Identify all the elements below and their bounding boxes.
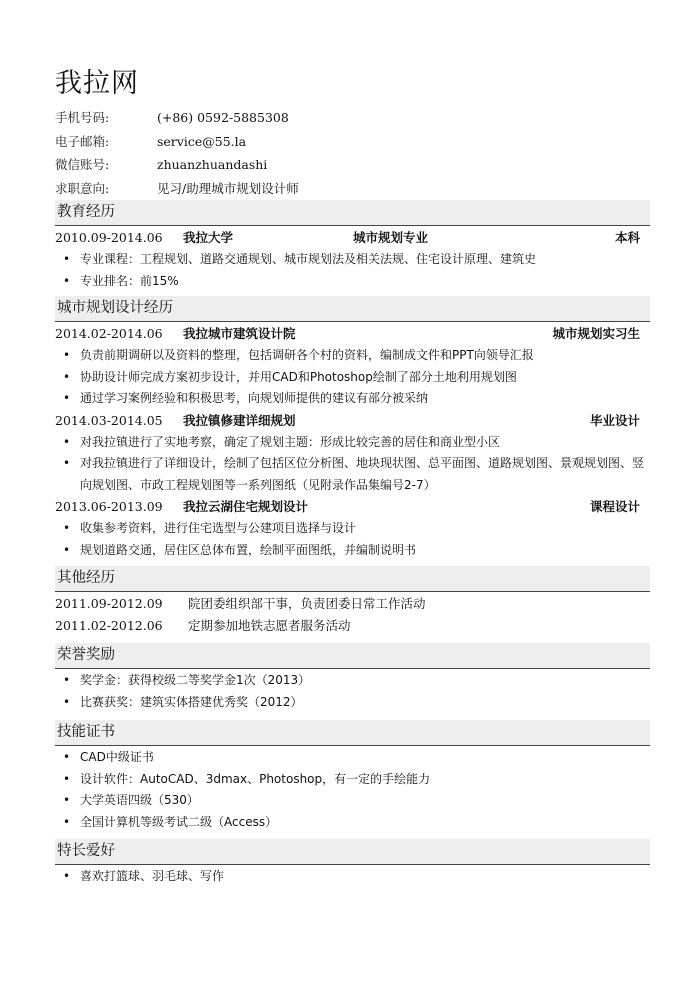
- list-item: • 专业课程：工程规划、道路交通规划、城市规划法及相关法规、住宅设计原理、建筑史: [55, 249, 650, 271]
- education-section: [55, 200, 650, 292]
- other-row: [55, 593, 650, 615]
- experience-date: 2014.03-2014.05: [55, 412, 163, 428]
- contact-value: service@55.la: [157, 133, 247, 149]
- list-item: • CAD中级证书: [55, 747, 650, 769]
- education-major: 城市规划专业: [353, 230, 429, 245]
- list-item: • 协助设计师完成方案初步设计，并用CAD和Photoshop绘制了部分土地利用规划图: [55, 367, 650, 389]
- other-row: [55, 615, 650, 637]
- experience-date: 2013.06-2013.09: [55, 499, 163, 514]
- list-item: • 全国计算机等级考试二级（Access）: [55, 812, 650, 834]
- list-item: • 规划道路交通，居住区总体布置，绘制平面图纸，并编制说明书: [55, 540, 650, 562]
- candidate-name: 我拉网: [55, 68, 139, 99]
- list-item: • 奖学金：获得校级二等奖学金1次（2013）: [55, 670, 650, 692]
- planning-section: [55, 296, 650, 561]
- experience-role: 城市规划实习生: [552, 326, 640, 341]
- list-item: • 对我拉镇进行了实地考察，确定了规划主题：形成比较完善的居住和商业型小区: [55, 432, 650, 454]
- contact-value: 见习/助理城市规划设计师: [157, 180, 299, 196]
- contact-objective: [55, 177, 655, 201]
- list-item: • 大学英语四级（530）: [55, 790, 650, 812]
- contact-label: 求职意向:: [55, 180, 110, 196]
- list-item: • 对我拉镇进行了详细设计，绘制了包括区位分析图、地块现状图、总平面图、道路规划图、景观规划图、竖向规划图、市政工程规划图等一系列图纸（见附录作品集编号2-7）: [55, 453, 650, 496]
- list-item: • 专业排名：前15%: [55, 271, 650, 293]
- education-school: 我拉大学: [183, 230, 234, 245]
- education-row: [55, 227, 650, 249]
- list-item: • 通过学习案例经验和积极思考，向规划师提供的建议有部分被采纳: [55, 388, 650, 410]
- honors-section: [55, 643, 650, 713]
- experience-org: 我拉云湖住宅规划设计: [183, 499, 309, 514]
- contact-label: 手机号码:: [55, 110, 110, 125]
- experience-row: [55, 410, 650, 432]
- contact-value: (+86) 0592-5885308: [157, 110, 289, 125]
- other-date: 2011.02-2012.06: [55, 618, 163, 633]
- list-item: • 比赛获奖：建筑实体搭建优秀奖（2012）: [55, 692, 650, 714]
- experience-date: 2014.02-2014.06: [55, 326, 163, 341]
- section-title: 城市规划设计经历: [55, 296, 650, 322]
- experience-row: [55, 323, 650, 345]
- education-degree: 本科: [614, 230, 640, 245]
- other-date: 2011.09-2012.09: [55, 596, 163, 611]
- contact-email: [55, 130, 655, 154]
- skills-section: [55, 720, 650, 833]
- experience-org: 我拉镇修建详细规划: [183, 412, 296, 428]
- list-item: • 喜欢打篮球、羽毛球、写作: [55, 866, 650, 888]
- contact-phone: [55, 106, 655, 130]
- section-title: 其他经历: [55, 566, 650, 592]
- list-item: • 收集参考资料，进行住宅选型与公建项目选择与设计: [55, 518, 650, 540]
- list-item: • 设计软件：AutoCAD、3dmax、Photoshop，有一定的手绘能力: [55, 769, 650, 791]
- section-title: 特长爱好: [55, 839, 650, 865]
- experience-row: [55, 496, 650, 518]
- section-title: 技能证书: [55, 720, 650, 746]
- section-title: 教育经历: [55, 200, 650, 226]
- list-item: • 负责前期调研以及资料的整理，包括调研各个村的资料，编制成文件和PPT向领导汇报: [55, 345, 650, 367]
- other-desc: 院团委组织部干事，负责团委日常工作活动: [188, 596, 426, 611]
- other-section: [55, 566, 650, 637]
- experience-role: 毕业设计: [589, 412, 640, 428]
- contact-wechat: [55, 153, 655, 177]
- contact-value: zhuanzhuandashi: [157, 157, 268, 172]
- other-desc: 定期参加地铁志愿者服务活动: [188, 618, 351, 633]
- education-date: 2010.09-2014.06: [55, 230, 163, 245]
- contact-info: [55, 106, 655, 200]
- hobbies-section: [55, 839, 650, 888]
- contact-label: 微信账号:: [55, 157, 110, 172]
- experience-org: 我拉城市建筑设计院: [183, 326, 296, 341]
- experience-role: 课程设计: [589, 499, 640, 514]
- section-title: 荣誉奖励: [55, 643, 650, 669]
- contact-label: 电子邮箱:: [55, 133, 110, 149]
